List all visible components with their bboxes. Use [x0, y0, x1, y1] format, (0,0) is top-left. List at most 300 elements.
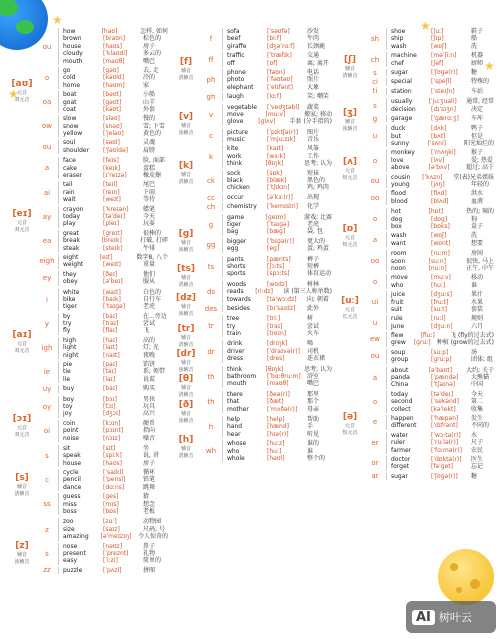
spelling-group: [38, 361, 168, 383]
word-row: [391, 35, 494, 42]
spelling-pattern: e: [372, 418, 378, 427]
word: weight: [63, 261, 84, 269]
word: miss: [63, 500, 77, 508]
spelling-group: [38, 567, 168, 574]
phonetic: [səʊl]: [103, 139, 120, 147]
word: drink: [227, 340, 243, 348]
word-row: [63, 115, 168, 122]
phonetic: [ɡəʊt]: [103, 98, 122, 106]
spelling-pattern: ph: [206, 76, 216, 85]
phoneme-label: [336, 55, 364, 79]
word: chicken: [227, 184, 250, 192]
phonetic: [ɡeɪm]: [265, 213, 286, 221]
meaning: 尺子: [471, 439, 484, 447]
word: soul: [63, 139, 76, 147]
phonetic: [ˈpʌzl]: [103, 566, 122, 574]
word: young: [391, 181, 410, 189]
meaning: 工作: [307, 152, 320, 160]
spelling-pattern: ou: [370, 177, 380, 186]
phonetic: [ˈtaɪɡə]: [103, 303, 126, 311]
word: boy: [63, 395, 75, 403]
meaning: 电话: [307, 68, 320, 76]
phonetic: [ˈjeləʊ]: [103, 130, 124, 138]
word-row: [63, 344, 168, 351]
word: soon: [391, 257, 406, 265]
meaning: 思考; 认为: [304, 365, 332, 373]
spelling-pattern: ew: [369, 335, 381, 344]
phonetic: [hɒt]: [428, 208, 444, 216]
word: cake: [63, 164, 77, 172]
word: pants: [227, 255, 244, 263]
phonetic: [haɪ]: [103, 336, 118, 344]
word: pencil: [63, 476, 81, 484]
phoneme-label: [172, 435, 200, 459]
word: suit: [391, 305, 402, 313]
phoneme-group: [8, 518, 168, 574]
word: who: [391, 281, 404, 289]
word: love: [391, 156, 404, 164]
meaning: 蛋; 鸡蛋: [307, 245, 329, 253]
word-list: [222, 340, 332, 362]
phoneme-note: 双元音: [14, 432, 30, 439]
phoneme-note: 清辅音: [178, 342, 194, 349]
word-row: [227, 448, 332, 455]
word: flood: [391, 190, 406, 198]
word: besides: [227, 304, 250, 312]
spelling-pattern: o: [372, 215, 378, 224]
word-list: [386, 149, 494, 171]
phonetic: [spɔːts]: [267, 270, 290, 278]
phonetic: [zuː]: [103, 518, 117, 526]
spelling-group: [202, 238, 332, 253]
meaning: 离; 离开: [307, 59, 329, 67]
phonetic: [laɪ]: [103, 375, 116, 383]
meaning: 牛排: [143, 244, 156, 252]
spelling-group: [366, 28, 494, 50]
word: how: [63, 28, 76, 35]
word: that: [227, 398, 240, 406]
meaning: 超过; 高于: [466, 164, 494, 172]
word: want: [391, 239, 406, 247]
phoneme-symbol: [ð]: [178, 399, 194, 410]
word-row: [227, 93, 332, 100]
meaning: 令人惊奇的: [137, 533, 168, 541]
spelling-group: [366, 391, 494, 413]
meaning: 家: [143, 81, 150, 89]
phoneme-label: [336, 224, 364, 248]
word-list: [386, 232, 494, 247]
phoneme-parts: [202, 315, 332, 337]
word-row: [227, 416, 332, 423]
meaning: 蔬菜: [307, 103, 320, 111]
phoneme-note: 浊辅音: [178, 367, 194, 374]
phonetic: [weɪt]: [103, 261, 121, 269]
spelling-group: [202, 93, 332, 100]
word-row: [391, 265, 494, 272]
word-row: [391, 60, 494, 67]
spelling-group: [366, 190, 494, 205]
spelling-pattern: ou: [42, 42, 52, 51]
meaning: 系; 领带: [143, 368, 165, 376]
spelling-group: [366, 432, 494, 454]
phonetic: [snəʊ]: [103, 122, 123, 130]
spelling-group: [38, 271, 168, 286]
phonetic: [θɪŋk]: [265, 160, 284, 168]
word-row: [391, 78, 494, 85]
phonetic: [ˈtʃɪkɪn]: [267, 184, 290, 192]
meaning: 蛋糕: [143, 164, 156, 172]
word: whole: [227, 454, 245, 462]
phonetic: [hɪə(r)]: [267, 430, 289, 438]
phoneme-note: 清辅音: [178, 452, 194, 459]
phonetic: [flʌd]: [431, 190, 447, 198]
phoneme-type: 元音: [344, 234, 355, 241]
word-row: [391, 106, 494, 113]
word: brown: [63, 35, 82, 43]
phonetic: [bæɡ]: [267, 228, 286, 236]
phonetic: [ɪˈreɪzə]: [103, 172, 127, 180]
spelling-group: [366, 115, 494, 122]
phonetic: [ˈtaɪɡə]: [267, 220, 290, 228]
word: but: [391, 132, 401, 140]
spelling-group: [366, 174, 494, 189]
word: play: [63, 220, 76, 228]
phoneme-note: 浊辅音: [178, 417, 194, 424]
phonetic: [ˈtræfɪk]: [267, 52, 292, 60]
spelling-group: [38, 254, 168, 269]
word: sock: [227, 169, 241, 177]
word-row: [63, 58, 168, 65]
word: present: [63, 550, 86, 557]
word: bathroom: [227, 373, 257, 381]
phoneme-parts: [38, 28, 168, 154]
meaning: 图片: [307, 128, 320, 136]
phoneme-symbol: [aɪ]: [12, 330, 32, 341]
meaning: 馅饼: [143, 361, 156, 369]
word-row: [227, 76, 332, 83]
spelling-pattern: zz: [43, 566, 51, 575]
phoneme-label: [8, 79, 36, 103]
meaning: 今天: [471, 390, 484, 398]
word: help: [227, 415, 240, 423]
spelling-group: [38, 157, 168, 179]
phonetic: [həʊm]: [103, 81, 125, 89]
star-icon: ★: [420, 19, 431, 33]
word: mouth: [63, 57, 83, 65]
phoneme-label: [336, 412, 364, 436]
meaning: 简单的: [143, 557, 162, 565]
phonetic: [ˈkreɪən]: [103, 205, 129, 213]
word-row: [63, 206, 168, 213]
meaning: 听见: [307, 430, 320, 438]
meaning: 风筝: [307, 145, 320, 153]
word-row: [63, 452, 168, 459]
spelling-pattern: ch: [370, 55, 380, 64]
word-list: [386, 432, 494, 454]
word-row: [63, 91, 168, 98]
word-row: [63, 196, 168, 203]
phonetic: [dɑːns]: [103, 483, 125, 491]
phoneme-type: 辅音: [180, 123, 191, 130]
phonetic: [haʊs]: [103, 42, 122, 50]
meaning: 房子: [143, 42, 156, 50]
spelling-group: [38, 139, 168, 154]
word-row: [63, 82, 168, 89]
meaning: 大熊猫: [471, 374, 490, 382]
word-row: [391, 190, 494, 197]
spelling-group: [366, 232, 494, 247]
spelling-group: [38, 396, 168, 418]
word: grew: [391, 339, 406, 347]
moon-illustration: [438, 549, 494, 605]
spelling-group: [38, 289, 168, 311]
phonetic: [huːz]: [267, 440, 285, 448]
word-row: [227, 270, 332, 277]
phonetic: [breɪk]: [101, 237, 122, 245]
phonetic: [wɒnt]: [431, 239, 451, 247]
phonetic: [ˈpɪktʃə(r)]: [267, 128, 299, 136]
meaning: 他们: [143, 270, 156, 278]
meaning: 说, 讲: [143, 452, 159, 460]
phonetic: [ˈpændə]: [431, 374, 459, 382]
meaning: 此外: [307, 304, 320, 312]
phoneme-type: 元音: [16, 425, 27, 432]
spelling-pattern: oi: [43, 426, 51, 435]
meaning: 母亲: [307, 405, 320, 413]
word: guess: [63, 493, 81, 501]
phoneme-parts: [202, 214, 332, 253]
spelling-pattern: o: [372, 156, 378, 165]
phoneme-label: [172, 161, 200, 185]
phoneme-symbol: [v]: [178, 112, 194, 123]
word: photo: [227, 76, 245, 84]
meaning: 厨师: [471, 59, 484, 67]
word: bag: [227, 228, 239, 236]
phoneme-note: 清辅音: [342, 72, 358, 79]
spelling-group: [366, 52, 494, 67]
word-list: [222, 28, 332, 50]
phonetic: [ˈfəʊtəʊ]: [267, 76, 293, 84]
meaning: 爱; 热爱: [471, 156, 493, 164]
phoneme-parts: [38, 518, 168, 574]
phoneme-parts: [38, 157, 168, 285]
meaning: 第二: [471, 398, 484, 406]
phonetic: [əˈbeɪ]: [103, 278, 123, 286]
word: ruler: [391, 439, 406, 447]
phoneme-group: [8, 445, 168, 516]
spelling-pattern: ow: [41, 122, 52, 131]
phonetic: [baɪ]: [103, 312, 118, 320]
word-row: [227, 52, 332, 59]
phonetic: [əˈbʌv]: [428, 164, 450, 172]
meaning: 在...旁边: [143, 312, 167, 320]
spelling-pattern: ci: [372, 78, 378, 87]
word: great: [63, 229, 79, 237]
phonetic: [jʌŋ]: [431, 181, 445, 189]
word-row: [227, 170, 332, 177]
phonetic: [ˈdɪfrənt]: [431, 422, 458, 430]
word: coat: [63, 105, 76, 113]
phoneme-note: 短元音: [342, 241, 358, 248]
word-row: [63, 50, 168, 57]
spelling-pattern: h: [208, 423, 214, 432]
spelling-pattern: ey: [42, 274, 52, 283]
meaning: 重量: [143, 261, 156, 269]
phonetic: [riːdz]: [255, 288, 273, 296]
phonetic: [ɡruː]: [413, 339, 431, 347]
phonetic: [ˈelɪfənt]: [267, 83, 293, 91]
word: mother: [227, 405, 249, 413]
meaning: 团体; 组: [471, 356, 493, 364]
word-row: [63, 181, 168, 188]
phonetic: [lʌv]: [431, 156, 445, 164]
meaning: 果汁: [471, 291, 484, 299]
spelling-pattern: dr: [207, 347, 215, 356]
word-list: [222, 203, 332, 210]
word-list: [386, 250, 494, 272]
word: steak: [63, 244, 80, 252]
phoneme-symbol: [dz]: [176, 293, 196, 304]
meaning: 短袜: [307, 169, 320, 177]
phonetic: [ˈɡærɑːʒ]: [431, 114, 459, 122]
phonetic: [həʊl]: [267, 454, 285, 462]
word-list: [58, 230, 168, 252]
phoneme-note: 浊辅音: [178, 247, 194, 254]
phonetic: [blæk]: [267, 177, 287, 185]
word: boat: [63, 91, 77, 99]
phoneme-group: [336, 208, 494, 247]
word-row: [391, 133, 494, 140]
spelling-pattern: oo: [370, 257, 380, 266]
word-row: [63, 261, 168, 268]
globe-land: [0, 0, 18, 16]
phonetic: [ˈjuːʒuəli]: [428, 98, 457, 106]
word: work: [227, 152, 242, 160]
word-row: [391, 282, 494, 289]
meaning: 蜡笔: [143, 205, 156, 213]
meaning: 想要: [471, 239, 484, 247]
spelling-pattern: or: [371, 459, 379, 468]
phoneme-group: [172, 214, 332, 253]
word: nose: [63, 542, 78, 550]
phonetic: [ruːm]: [431, 250, 450, 258]
word-row: [63, 557, 168, 564]
word: shorts: [227, 262, 246, 270]
phoneme-symbol: [ɔɪ]: [12, 414, 32, 425]
word: joy: [63, 410, 72, 418]
phonetic: [dʌk]: [431, 125, 447, 133]
word: elephant: [227, 83, 254, 91]
phonetic: [ˈdraɪvə(r)]: [267, 347, 300, 355]
word: amazing: [63, 533, 89, 541]
word-row: [391, 115, 494, 122]
word-row: [227, 160, 332, 167]
word-row: [391, 232, 494, 239]
word-row: [63, 508, 168, 515]
spelling-pattern: ou: [42, 142, 52, 151]
word: yellow: [63, 130, 83, 138]
spelling-pattern: sh: [370, 35, 380, 44]
meaning: 指向: [143, 427, 156, 435]
meaning: 飞: [143, 327, 150, 335]
meaning: 动物园: [143, 518, 162, 526]
word-row: [391, 367, 494, 374]
phonetic: [treɪn]: [267, 330, 287, 338]
phonetic: [kəʊld]: [103, 74, 125, 82]
spelling-pattern: c: [209, 132, 213, 141]
phonetic: [suːt]: [431, 305, 447, 313]
meaning: 帮助: [307, 415, 320, 423]
meaning: 铅笔: [143, 476, 156, 484]
meaning: 夜晚: [143, 351, 156, 359]
meaning: 手套 (分手指的): [289, 118, 332, 126]
watermark-logo: AI: [412, 610, 435, 625]
word-list: [386, 208, 494, 230]
word: beef: [227, 35, 241, 43]
meaning: 外套: [143, 105, 156, 113]
word-row: [63, 147, 168, 154]
phonetic: [mɪs]: [103, 500, 119, 508]
word: special: [391, 78, 412, 86]
word-list: [58, 254, 168, 269]
word: pie: [63, 361, 73, 369]
word-list: [386, 349, 494, 364]
spelling-group: [202, 170, 332, 192]
phonetic: [wɒʃ]: [431, 42, 447, 50]
word-row: [63, 567, 168, 574]
word-list: [58, 139, 168, 154]
meaning: 司机: [307, 347, 320, 355]
spelling-group: [38, 445, 168, 467]
spelling-pattern: o: [44, 74, 50, 83]
meaning: 很棒的: [143, 229, 162, 237]
word: chef: [391, 59, 404, 67]
word: woods: [227, 280, 247, 288]
phoneme-parts: [38, 445, 168, 516]
phonetic: [ˈmjuːzɪk]: [267, 136, 296, 144]
meaning: 游戏; 比赛: [304, 213, 332, 221]
spelling-pattern: v: [208, 110, 214, 119]
phoneme-label: [8, 473, 36, 497]
word: boss: [63, 508, 77, 516]
word: house: [63, 459, 82, 467]
phoneme-parts: [202, 28, 332, 101]
spelling-group: [366, 291, 494, 313]
word-row: [63, 165, 168, 172]
word-list: [222, 194, 332, 201]
spelling-pattern: a: [372, 373, 378, 382]
phoneme-parts: [202, 366, 332, 388]
meaning: 那里: [307, 390, 320, 398]
word: house: [63, 42, 82, 50]
word: water: [391, 431, 409, 439]
phonetic: [məˈʃiːn]: [431, 52, 457, 60]
phoneme-group: [8, 396, 168, 442]
word-list: [58, 337, 168, 359]
word-list: [58, 67, 168, 89]
spelling-pattern: ch: [206, 202, 216, 211]
word-row: [227, 330, 332, 337]
spelling-pattern: eigh: [39, 257, 55, 266]
phonetic: [bɔɪ]: [103, 395, 118, 403]
meaning: 老虎: [143, 303, 156, 311]
meaning: 忘记: [471, 463, 484, 471]
spelling-pattern: th: [207, 372, 215, 381]
word: flew: [391, 332, 404, 340]
meaning: 船: [471, 35, 478, 43]
meaning: 嘴巴: [307, 380, 320, 388]
phonetic: [waɪt]: [103, 288, 121, 296]
